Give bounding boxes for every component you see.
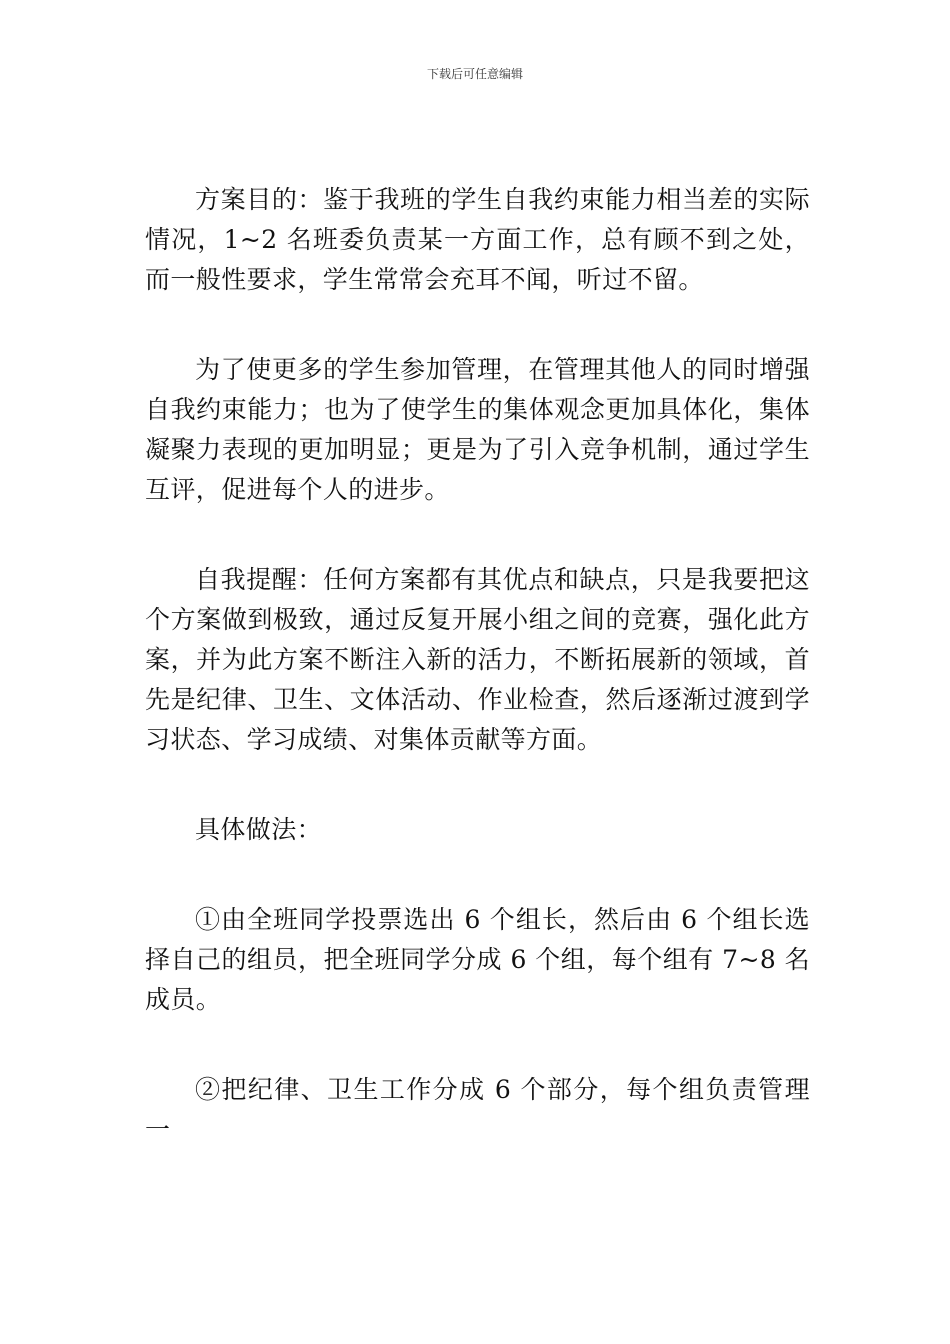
paragraph-step-2: ②把纪律、卫生工作分成 6 个部分，每个组负责管理一	[145, 1075, 810, 1144]
document-body	[145, 180, 810, 1200]
page-header: 下载后可任意编辑	[426, 67, 523, 81]
paragraph-method-heading: 具体做法：	[195, 815, 323, 844]
paragraph-step-1: ①由全班同学投票选出 6 个组长，然后由 6 个组长选择自己的组员，把全班同学分成 6 个组，每个组有 7~8 名成员。	[145, 905, 810, 1014]
paragraph-purpose: 方案目的：鉴于我班的学生自我约束能力相当差的实际情况，1~2 名班委负责某一方面工作，总有顾不到之处，而一般性要求，学生常常会充耳不闻，听过不留。	[145, 185, 810, 294]
paragraph-self-reminder: 自我提醒：任何方案都有其优点和缺点，只是我要把这个方案做到极致，通过反复开展小组之间的竞赛，强化此方案，并为此方案不断注入新的活力，不断拓展新的领域，首先是纪律、卫生、文体活动、作业检查，然后逐渐过渡到学习状态、学习成绩、对集体贡献等方面。	[145, 565, 810, 754]
paragraph-goal: 为了使更多的学生参加管理，在管理其他人的同时增强自我约束能力；也为了使学生的集体观念更加具体化，集体凝聚力表现的更加明显；更是为了引入竞争机制，通过学生互评，促进每个人的进步。	[145, 355, 810, 504]
